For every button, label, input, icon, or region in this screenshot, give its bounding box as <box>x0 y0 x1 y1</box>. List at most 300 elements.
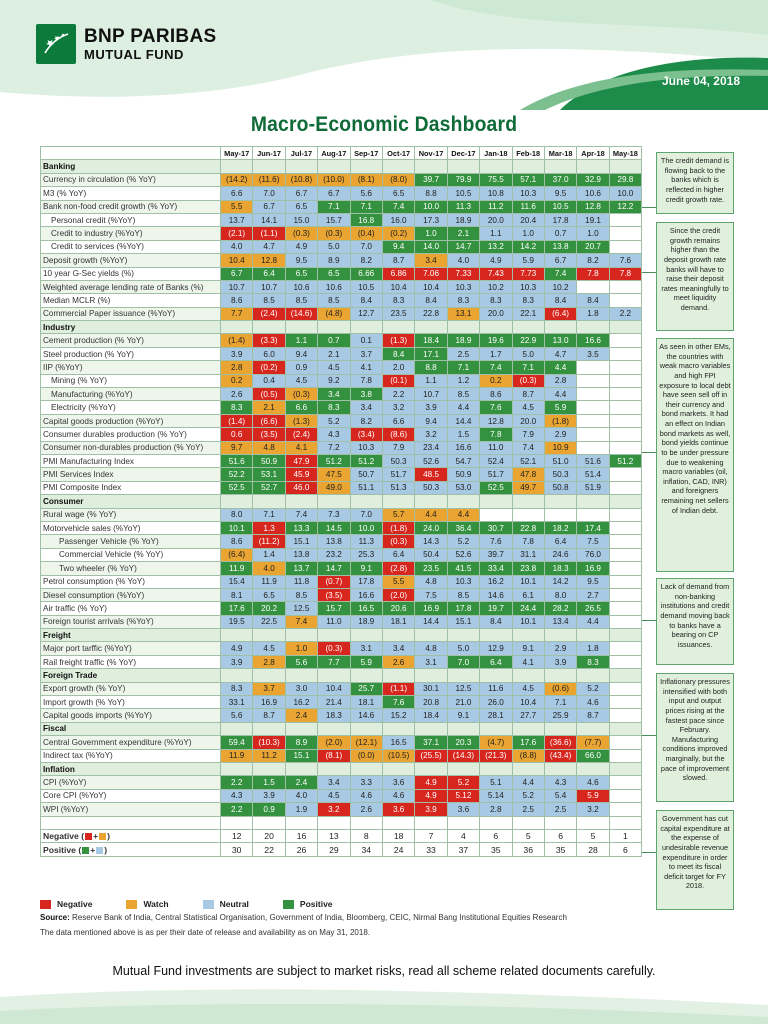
count-cell: 36 <box>512 843 544 856</box>
value-cell: 50.7 <box>350 468 382 481</box>
value-cell: 8.3 <box>577 655 609 668</box>
value-cell: 50.8 <box>544 481 576 494</box>
value-cell: 7.06 <box>415 267 447 280</box>
value-cell: 7.4 <box>512 441 544 454</box>
section-empty-cell <box>544 669 576 682</box>
value-cell <box>609 388 641 401</box>
value-cell: 39.7 <box>415 173 447 186</box>
value-cell: 8.6 <box>221 535 253 548</box>
value-cell: 8.6 <box>221 294 253 307</box>
value-cell: 8.1 <box>221 588 253 601</box>
value-cell: 51.6 <box>221 454 253 467</box>
value-cell: 12.5 <box>447 682 479 695</box>
table-row <box>41 548 642 561</box>
table-row <box>41 361 642 374</box>
value-cell <box>609 441 641 454</box>
value-cell: 46.0 <box>285 481 317 494</box>
section-empty-cell <box>253 669 285 682</box>
value-cell: 16.9 <box>415 602 447 615</box>
value-cell: 5.4 <box>544 789 576 802</box>
value-cell: 13.2 <box>480 240 512 253</box>
section-empty-cell <box>253 722 285 735</box>
value-cell: 5.5 <box>382 575 414 588</box>
value-cell: 6.4 <box>253 267 285 280</box>
value-cell <box>609 535 641 548</box>
value-cell: 16.9 <box>577 562 609 575</box>
section-empty-cell <box>480 669 512 682</box>
value-cell: 3.2 <box>415 428 447 441</box>
value-cell <box>577 401 609 414</box>
table-row <box>41 187 642 200</box>
section-empty-cell <box>609 762 641 775</box>
value-cell: 6.4 <box>544 535 576 548</box>
value-cell: (8.1) <box>350 173 382 186</box>
value-cell: 16.2 <box>285 696 317 709</box>
value-cell: 25.9 <box>544 709 576 722</box>
value-cell: 3.9 <box>415 803 447 816</box>
value-cell <box>609 374 641 387</box>
table-row <box>41 776 642 789</box>
value-cell: 9.5 <box>544 187 576 200</box>
value-cell <box>609 655 641 668</box>
value-cell: 23.8 <box>512 562 544 575</box>
value-cell <box>577 508 609 521</box>
value-cell: 14.2 <box>512 240 544 253</box>
spacer-cell <box>221 816 253 829</box>
value-cell: 25.3 <box>350 548 382 561</box>
value-cell: 9.4 <box>415 414 447 427</box>
value-cell: 15.4 <box>221 575 253 588</box>
value-cell: 8.7 <box>253 709 285 722</box>
value-cell: 2.5 <box>512 803 544 816</box>
section-title: Inflation <box>41 762 221 775</box>
value-cell: 16.5 <box>350 602 382 615</box>
value-cell: (0.5) <box>253 388 285 401</box>
value-cell <box>609 240 641 253</box>
value-cell: 3.6 <box>382 803 414 816</box>
section-empty-cell <box>577 495 609 508</box>
section-empty-cell <box>544 321 576 334</box>
indicator-label: Commercial Paper issuance (%YoY) <box>41 307 221 320</box>
value-cell: 51.1 <box>350 481 382 494</box>
value-cell: 3.9 <box>221 655 253 668</box>
value-cell <box>609 401 641 414</box>
brand-name: BNP PARIBAS <box>84 26 217 47</box>
legend-swatch-icon <box>40 900 51 909</box>
value-cell: 51.6 <box>577 454 609 467</box>
value-cell: (4.8) <box>318 307 350 320</box>
value-cell: 7.0 <box>253 187 285 200</box>
value-cell: 14.6 <box>350 709 382 722</box>
value-cell <box>577 374 609 387</box>
value-cell: 9.2 <box>318 374 350 387</box>
value-cell: 4.8 <box>415 575 447 588</box>
spacer-cell <box>382 816 414 829</box>
section-title: Industry <box>41 321 221 334</box>
value-cell: 17.3 <box>415 213 447 226</box>
value-cell: 6.7 <box>221 267 253 280</box>
value-cell: 8.2 <box>577 254 609 267</box>
value-cell: 8.3 <box>318 401 350 414</box>
value-cell: 9.5 <box>285 254 317 267</box>
value-cell: 18.3 <box>318 709 350 722</box>
value-cell: (0.3) <box>318 642 350 655</box>
value-cell: 8.5 <box>253 294 285 307</box>
spacer-cell <box>447 816 479 829</box>
count-label-text: Positive ( <box>43 844 82 855</box>
indicator-label: M3 (% YoY) <box>41 187 221 200</box>
value-cell: 32.9 <box>577 173 609 186</box>
value-cell: 48.5 <box>415 468 447 481</box>
value-cell: 6.86 <box>382 267 414 280</box>
value-cell <box>609 803 641 816</box>
value-cell: 16.6 <box>577 334 609 347</box>
table-row <box>41 213 642 226</box>
value-cell: 0.2 <box>221 374 253 387</box>
value-cell: (2.8) <box>382 562 414 575</box>
section-empty-cell <box>253 495 285 508</box>
value-cell: (1.4) <box>221 414 253 427</box>
table-row <box>41 200 642 213</box>
value-cell: 2.2 <box>609 307 641 320</box>
section-empty-cell <box>318 669 350 682</box>
value-cell: 3.3 <box>350 776 382 789</box>
value-cell: 10.6 <box>285 280 317 293</box>
count-label-text: Negative ( <box>43 831 85 842</box>
section-empty-cell <box>415 669 447 682</box>
page-title: Macro-Economic Dashboard <box>250 113 518 136</box>
value-cell: (14.6) <box>285 307 317 320</box>
value-cell: 10.1 <box>512 575 544 588</box>
table-row <box>41 388 642 401</box>
value-cell: 5.2 <box>447 776 479 789</box>
value-cell: 3.4 <box>415 254 447 267</box>
value-cell: 7.9 <box>382 441 414 454</box>
section-empty-cell <box>221 722 253 735</box>
value-cell: 8.4 <box>577 294 609 307</box>
table-row <box>41 240 642 253</box>
section-empty-cell <box>285 722 317 735</box>
section-empty-cell <box>285 160 317 173</box>
value-cell: 7.8 <box>577 267 609 280</box>
value-cell: 6.5 <box>318 267 350 280</box>
value-cell: 4.5 <box>318 789 350 802</box>
value-cell: 18.9 <box>447 213 479 226</box>
section-title: Fiscal <box>41 722 221 735</box>
value-cell <box>609 508 641 521</box>
value-cell: 33.4 <box>480 562 512 575</box>
indicator-label: Consumer durables production (% YoY) <box>41 428 221 441</box>
value-cell: 8.3 <box>512 294 544 307</box>
value-cell: 1.0 <box>512 227 544 240</box>
value-cell: 15.1 <box>285 535 317 548</box>
value-cell: 52.2 <box>221 468 253 481</box>
value-cell: (21.3) <box>480 749 512 762</box>
value-cell: 20.2 <box>253 602 285 615</box>
table-row <box>41 709 642 722</box>
value-cell <box>609 428 641 441</box>
value-cell: (14.2) <box>221 173 253 186</box>
value-cell: 24.4 <box>512 602 544 615</box>
value-cell: 23.5 <box>415 562 447 575</box>
value-cell: (8.8) <box>512 749 544 762</box>
value-cell: 3.7 <box>253 682 285 695</box>
section-empty-cell <box>415 495 447 508</box>
value-cell: 7.6 <box>609 254 641 267</box>
section-empty-cell <box>350 762 382 775</box>
value-cell: 51.2 <box>350 454 382 467</box>
value-cell: 9.1 <box>512 642 544 655</box>
value-cell <box>609 227 641 240</box>
value-cell: 10.3 <box>512 280 544 293</box>
value-cell: (1.8) <box>544 414 576 427</box>
section-empty-cell <box>221 495 253 508</box>
value-cell: 37.1 <box>415 736 447 749</box>
section-empty-cell <box>318 722 350 735</box>
value-cell: 7.4 <box>382 200 414 213</box>
indicator-label: Personal credit (%YoY) <box>41 213 221 226</box>
value-cell: 23.2 <box>318 548 350 561</box>
value-cell: (10.3) <box>253 736 285 749</box>
table-row <box>41 615 642 628</box>
section-empty-cell <box>253 762 285 775</box>
value-cell: 5.2 <box>577 682 609 695</box>
indicator-label: Mining (% YoY) <box>41 374 221 387</box>
table-row <box>41 508 642 521</box>
value-cell: 7.6 <box>480 535 512 548</box>
value-cell: 0.7 <box>544 227 576 240</box>
section-empty-cell <box>577 762 609 775</box>
value-cell: 9.5 <box>577 575 609 588</box>
count-cell: 20 <box>253 829 285 842</box>
value-cell: (1.1) <box>382 682 414 695</box>
section-empty-cell <box>480 160 512 173</box>
value-cell: 4.7 <box>253 240 285 253</box>
table-row <box>41 227 642 240</box>
value-cell: 10.5 <box>544 200 576 213</box>
value-cell: 11.0 <box>480 441 512 454</box>
indicator-label: Credit to industry (%YoY) <box>41 227 221 240</box>
value-cell: 7.9 <box>512 428 544 441</box>
value-cell: 50.3 <box>382 454 414 467</box>
value-cell: 7.33 <box>447 267 479 280</box>
section-empty-cell <box>609 495 641 508</box>
value-cell: 24.0 <box>415 521 447 534</box>
value-cell: 4.0 <box>221 240 253 253</box>
value-cell: 18.4 <box>415 334 447 347</box>
value-cell: (8.6) <box>382 428 414 441</box>
value-cell: 6.0 <box>253 347 285 360</box>
value-cell: 5.6 <box>285 655 317 668</box>
note-box-credit-demand: The credit demand is flowing back to the banks which is reflected in higher credit growth rate. <box>656 152 734 214</box>
indicator-label: Petrol consumption (% YoY) <box>41 575 221 588</box>
value-cell: 50.9 <box>447 468 479 481</box>
value-cell: 7.4 <box>480 361 512 374</box>
value-cell: 10.3 <box>447 575 479 588</box>
value-cell: 3.6 <box>447 803 479 816</box>
value-cell: 6.4 <box>382 548 414 561</box>
value-cell: 1.5 <box>253 776 285 789</box>
disclaimer-footer: Mutual Fund investments are subject to market risks, read all scheme related documents carefully. <box>112 964 656 978</box>
value-cell: 1.0 <box>285 642 317 655</box>
value-cell: 52.5 <box>480 481 512 494</box>
value-cell: 57.1 <box>512 173 544 186</box>
value-cell: 39.7 <box>480 548 512 561</box>
value-cell: (0.2) <box>382 227 414 240</box>
value-cell: (2.4) <box>253 307 285 320</box>
value-cell: 15.1 <box>285 749 317 762</box>
table-row <box>41 267 642 280</box>
indicator-label: Export growth (% YoY) <box>41 682 221 695</box>
value-cell: 53.1 <box>253 468 285 481</box>
value-cell: 1.5 <box>447 428 479 441</box>
value-cell: 3.2 <box>577 803 609 816</box>
value-cell: 3.6 <box>382 776 414 789</box>
value-cell: 3.5 <box>577 347 609 360</box>
section-empty-cell <box>577 629 609 642</box>
indicator-label: Air traffic (% YoY) <box>41 602 221 615</box>
value-cell: 50.3 <box>415 481 447 494</box>
value-cell: 10.6 <box>318 280 350 293</box>
indicator-label: Motorvehicle sales (%YoY) <box>41 521 221 534</box>
value-cell: 9.4 <box>285 347 317 360</box>
value-cell: 33.1 <box>221 696 253 709</box>
value-cell: 4.5 <box>512 682 544 695</box>
value-cell: 14.4 <box>447 414 479 427</box>
note-box-deposit-rates: Since the credit growth remains higher than the deposit growth rate banks will have to raise their deposit rates meaningfully to meet liquidity demand. <box>656 222 734 331</box>
value-cell: 4.1 <box>512 655 544 668</box>
section-empty-cell <box>253 321 285 334</box>
section-header-row <box>41 669 642 682</box>
value-cell: 45.9 <box>285 468 317 481</box>
value-cell: 10.7 <box>253 280 285 293</box>
value-cell: 17.6 <box>221 602 253 615</box>
value-cell: 10.9 <box>544 441 576 454</box>
value-cell: (0.2) <box>253 361 285 374</box>
count-label-suffix: ) <box>104 844 108 855</box>
value-cell: 51.3 <box>382 481 414 494</box>
value-cell: 51.2 <box>318 454 350 467</box>
indicator-label: Credit to services (%YoY) <box>41 240 221 253</box>
value-cell <box>609 602 641 615</box>
value-cell <box>609 642 641 655</box>
section-empty-cell <box>512 762 544 775</box>
value-cell: 4.9 <box>415 776 447 789</box>
value-cell <box>577 361 609 374</box>
table-row <box>41 441 642 454</box>
value-cell: 14.0 <box>415 240 447 253</box>
note-box-cp-issuance: Lack of demand from non-banking institutions and credit demand moving back to banks have a bearing on CP issuances. <box>656 578 734 665</box>
value-cell: 10.7 <box>415 388 447 401</box>
indicator-label: Foreign tourist arrivals (%YoY) <box>41 615 221 628</box>
value-cell <box>609 615 641 628</box>
value-cell: (2.0) <box>318 736 350 749</box>
value-cell: 52.6 <box>415 454 447 467</box>
section-empty-cell <box>480 762 512 775</box>
value-cell: 4.0 <box>285 789 317 802</box>
value-cell <box>609 468 641 481</box>
section-empty-cell <box>447 321 479 334</box>
section-empty-cell <box>480 321 512 334</box>
section-empty-cell <box>350 321 382 334</box>
spacer-cell <box>253 816 285 829</box>
value-cell: 14.2 <box>544 575 576 588</box>
indicator-label: Central Government expenditure (%YoY) <box>41 736 221 749</box>
value-cell: 9.1 <box>447 709 479 722</box>
value-cell: 8.8 <box>415 361 447 374</box>
value-cell: (4.7) <box>480 736 512 749</box>
value-cell: 51.7 <box>480 468 512 481</box>
bnp-stars-logo-icon <box>36 24 76 64</box>
value-cell: 5.7 <box>382 508 414 521</box>
value-cell: 41.5 <box>447 562 479 575</box>
table-row <box>41 401 642 414</box>
value-cell: 4.4 <box>544 388 576 401</box>
data-note: The data mentioned above is as per their date of release and availability as on May 31, 2018. <box>40 928 370 937</box>
value-cell: 2.1 <box>447 227 479 240</box>
indicator-label: Indirect tax (%YoY) <box>41 749 221 762</box>
value-cell <box>577 428 609 441</box>
value-cell: 22.9 <box>512 334 544 347</box>
value-cell: 2.1 <box>318 347 350 360</box>
value-cell: 15.0 <box>285 213 317 226</box>
legend-swatch-icon <box>203 900 214 909</box>
value-cell: 26.0 <box>480 696 512 709</box>
value-cell: 16.0 <box>382 213 414 226</box>
value-cell: 1.0 <box>577 227 609 240</box>
value-cell: 4.9 <box>221 642 253 655</box>
value-cell: 9.4 <box>382 240 414 253</box>
value-cell: 20.6 <box>382 602 414 615</box>
value-cell: 17.8 <box>350 575 382 588</box>
value-cell: 8.7 <box>382 254 414 267</box>
section-empty-cell <box>544 160 576 173</box>
section-empty-cell <box>285 321 317 334</box>
value-cell: 15.7 <box>318 602 350 615</box>
value-cell: (0.3) <box>285 227 317 240</box>
value-cell: 16.6 <box>350 588 382 601</box>
section-title: Consumer <box>41 495 221 508</box>
value-cell: 6.5 <box>285 200 317 213</box>
value-cell: 52.1 <box>512 454 544 467</box>
value-cell: 10.4 <box>221 254 253 267</box>
section-empty-cell <box>350 722 382 735</box>
value-cell: 16.2 <box>480 575 512 588</box>
value-cell: 0.1 <box>350 334 382 347</box>
value-cell: 30.1 <box>415 682 447 695</box>
value-cell: (2.0) <box>382 588 414 601</box>
value-cell: (3.3) <box>253 334 285 347</box>
value-cell: (3.5) <box>253 428 285 441</box>
value-cell: 19.1 <box>577 213 609 226</box>
value-cell: 7.73 <box>512 267 544 280</box>
section-empty-cell <box>512 629 544 642</box>
value-cell: (0.4) <box>350 227 382 240</box>
table-row <box>41 642 642 655</box>
value-cell: 1.1 <box>480 227 512 240</box>
section-header-row <box>41 722 642 735</box>
value-cell: 12.2 <box>609 200 641 213</box>
value-cell: 66.0 <box>577 749 609 762</box>
value-cell: (0.7) <box>318 575 350 588</box>
value-cell: 22.5 <box>253 615 285 628</box>
value-cell: 10.2 <box>544 280 576 293</box>
note-arrow <box>642 735 656 736</box>
section-empty-cell <box>318 629 350 642</box>
value-cell: 2.9 <box>544 642 576 655</box>
value-cell <box>609 361 641 374</box>
month-header: Apr-18 <box>577 147 609 160</box>
